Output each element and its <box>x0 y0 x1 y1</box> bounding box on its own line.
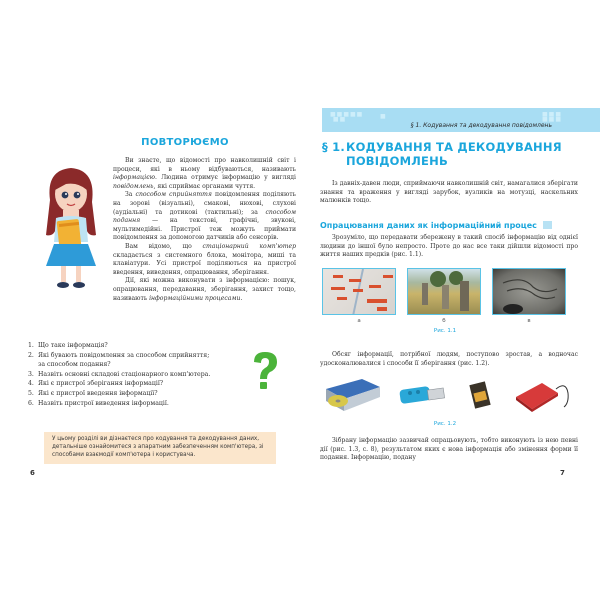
running-header: § 1. Кодування та декодування повідомлень <box>410 122 552 129</box>
paragraph-3: Обсяг інформації, потрібної людям, поступово зростав, а водночас удосконалювалися і способи її зберігання (рис. 1.2). <box>320 351 578 367</box>
paragraph-1: Із давніх-давен люди, сприймаючи навколишній світ, намагалися зберігати знання та враження у вигляді зарубок, вузликів на мотузці, наскельних малюнків тощо. <box>320 180 578 205</box>
chapter-summary-box: У цьому розділі ви дізнаєтеся про кодування та декодування даних, детальніше ознайомитеся з апаратним забезпеченням комп'ютера, зі способами взаємодії комп'ютера і користувача. <box>44 432 276 464</box>
question-item: 1. Що таке інформація? <box>28 342 108 349</box>
figure-1-2-caption: Рис. 1.2 <box>433 421 457 427</box>
girl-illustration <box>36 160 106 300</box>
section-title: § 1.КОДУВАННЯ ТА ДЕКОДУВАННЯ ПОВІДОМЛЕНЬ <box>322 140 562 168</box>
decorative-dots: ■■■ ■■■ <box>542 111 563 123</box>
question-mark-icon <box>250 350 280 392</box>
page-number-left: 6 <box>30 469 35 477</box>
decorative-dots: ■■■■■ ■■ <box>330 111 364 123</box>
intro-paragraph: Вам відомо, що стаціонарний комп'ютер складається з системного блока, монітора, миші та клавіатури. Усі пристрої поділяються на пристрої введення, виведення, опрацювання, зберігання. <box>113 242 296 276</box>
review-title: ПОВТОРЮЄМО <box>141 137 229 148</box>
figure-stone-idols <box>407 268 481 315</box>
usb-flash-drive-icon <box>398 382 448 408</box>
subheading: Опрацювання даних як інформаційний процес <box>320 221 580 230</box>
intro-text <box>113 157 296 303</box>
running-header-band <box>322 108 600 132</box>
figure-rock-paintings <box>322 268 396 315</box>
figure-label-c: в <box>527 318 531 324</box>
paragraph-4: Зібрану інформацію зазвичай опрацьовують, тобто виконують із нею певні дії (рис. 1.3, с. 8), результатом яких є нова інформація або змінення форми її подання. Інформацію, подану <box>320 437 578 462</box>
paragraph-2: Зрозуміло, що передавати збережену в такий спосіб інформацію від однієї людини до іншої було непросто. Проте до нас все таки дійшли відомості про життя наших предків (рис. 1.1). <box>320 234 578 259</box>
external-hard-drive-icon <box>512 375 572 415</box>
decorative-square <box>543 221 552 229</box>
optical-drive-icon <box>322 375 382 415</box>
figure-1-1-caption: Рис. 1.1 <box>433 328 457 334</box>
intro-paragraph: Ви знаєте, що відомості про навколишній світ і процеси, які в ньому відбуваються, називають інформацією. Людина отримує інформацію у вигляді повідомлень, які сприймає органами чуття. <box>113 157 296 190</box>
question-item: 2. Які бувають повідомлення за способом сприйняття; за способом подання? <box>28 351 210 369</box>
decorative-dots: ■ <box>380 113 387 120</box>
question-item: 6. Назвіть пристрої виведення інформації. <box>28 399 169 407</box>
question-item: 3. Назвіть основні складові стаціонарного комп'ютера. <box>28 370 211 378</box>
page-number-right: 7 <box>560 469 565 477</box>
figure-label-b: б <box>442 318 446 324</box>
question-item: 4. Які є пристрої зберігання інформації? <box>28 380 164 388</box>
intro-paragraph: Дії, які можна виконувати з інформацією: пошук, опрацювання, передавання, зберігання, захист тощо, називають інформаційними процесами. <box>113 277 296 302</box>
figure-label-a: а <box>357 318 361 324</box>
question-item: 5. Які є пристрої введення інформації? <box>28 389 158 397</box>
review-questions <box>28 341 248 408</box>
intro-paragraph: За способом сприйняття повідомлення поділяють на зорові (візуальні), смакові, нюхові, слухові (аудіальні) та дотикові (тактильні); за способом подання — на текстові, графічні, звукові, мультимедійні. Пристрої теж можуть приймати повідомлення за допомогою датчиків або сенсорів. <box>113 191 296 242</box>
sd-card-icon <box>468 380 494 412</box>
figure-petroglyph <box>492 268 566 315</box>
